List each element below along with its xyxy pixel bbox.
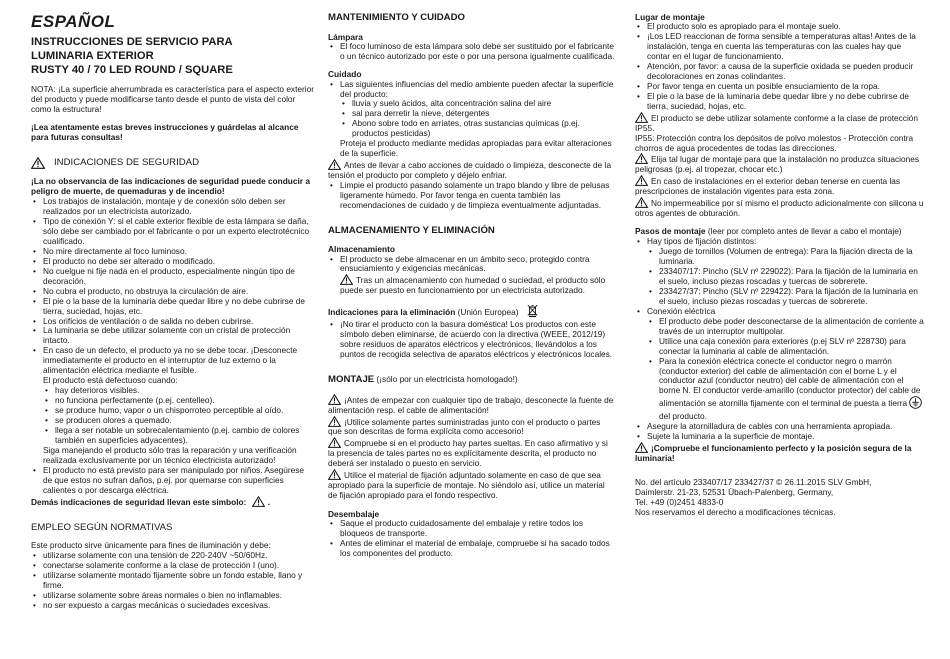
- warning-triangle-icon: [635, 153, 648, 164]
- list-item: • No cubra el producto, no obstruya la circulación de aire.: [31, 287, 315, 297]
- list-item: • lluvia y suelo ácidos, alta concentración salina del aire: [340, 99, 616, 109]
- list-item: • sal para derretir la nieve, detergentes: [340, 109, 616, 119]
- list-item: • Antes de eliminar el material de embalaje, compruebe si ha sacado todos los componentes del producto.: [328, 539, 616, 559]
- list-item: • Limpie el producto pasando solamente un trapo blando y libre de pelusas ligeramente húmedo. Por favor tenga en cuenta también las recomendaciones de cuidado y de limpieza eventualmente adjuntadas.: [328, 181, 616, 211]
- mounting-heading-text: MONTAJE: [328, 374, 375, 386]
- storage-heading: Almacenamiento: [328, 244, 396, 255]
- list-item: • El producto solo es apropiado para el montaje suelo.: [635, 22, 925, 32]
- list-item: • utilizarse solamente montado fijamente sobre un fondo estable, llano y firme.: [31, 571, 315, 591]
- list-item: • El foco luminoso de esta lámpara solo debe ser sustituido por el fabricante o un técnico autorizado por este o por una persona igualmente cualificada.: [328, 42, 616, 62]
- list-item: • La luminaria se debe utilizar solamente con un cristal de protección intacto.: [31, 326, 315, 346]
- mount-location-heading: Lugar de montaje: [635, 12, 705, 22]
- warning-triangle-icon: [635, 175, 648, 186]
- lamp-list: [328, 42, 616, 62]
- ip55-warning-text: El producto se debe utilizar solamente conforme a la clase de protección IP55.: [635, 112, 919, 133]
- doc-title-line-2: LUMINARIA EXTERIOR: [31, 50, 154, 63]
- earth-ground-icon: [909, 396, 922, 412]
- crossed-bin-icon: [527, 304, 538, 320]
- disposal-heading: [328, 304, 616, 320]
- safety-list: [31, 197, 315, 376]
- disposal-heading-text: Indicaciones para la eliminación: [328, 307, 456, 318]
- storage-warning: [328, 274, 616, 296]
- list-item: • utilizarse solamente sobre áreas normales o bien no inflamables.: [31, 591, 315, 601]
- unpacking-list: [328, 519, 616, 559]
- outdoor-warning: [635, 175, 925, 197]
- care-warning: [328, 159, 616, 181]
- care-list: [328, 80, 616, 100]
- list-item: • se produce humo, vapor o un chisporroteo perceptible al oído.: [43, 406, 315, 416]
- list-item: • Asegure la atornilladura de cables con una herramienta apropiada.: [635, 422, 925, 432]
- ip55-description: IP55: Protección contra los depósitos de polvo molestos - Protección contra chorros de agua procedentes de todas las direcciones.: [635, 132, 914, 153]
- warning-triangle-icon: [252, 496, 265, 507]
- function-check: [635, 442, 925, 464]
- care-sub-list: [340, 99, 616, 139]
- care-protect: Proteja el producto mediante medidas apropiadas para evitar alteraciones de la superficie.: [340, 138, 612, 159]
- list-item: • No mire directamente al foco luminoso.: [31, 247, 315, 257]
- mounting-warning: [328, 394, 616, 416]
- list-item: • Atención, por favor: a causa de la superficie oxidada se pueden producir decoloraciones en zonas colindantes.: [635, 62, 925, 82]
- care-clean-list: [328, 181, 616, 211]
- list-item: • No cuelgue ni fije nada en el producto, especialmente ningún tipo de decoración.: [31, 267, 315, 287]
- list-item: • Por favor tenga en cuenta un posible ensuciamiento de la ropa.: [635, 82, 925, 92]
- list-item: • Saque el producto cuidadosamente del embalaje y retire todos los bloqueos de transporte.: [328, 519, 616, 539]
- note-paragraph: NOTA: ¡La superficie aherrumbrada es característica para el aspecto exterior del producto y puede modificarse tanto desde el punto de vista del color como la estructura!: [31, 84, 314, 115]
- seal-warning-text: No impermeabilice por sí mismo el producto adicionalmente con silicona u otros agentes de obturación.: [635, 198, 924, 219]
- list-item: • utilizarse solamente con una tensión de 220-240V ~50/60Hz.: [31, 551, 315, 561]
- list-item: • 233427/37: Pincho (SLV nº 229422): Para la fijación de la luminaria en el suelo, incluso piezas roscadas y tuercas de sobrerete.: [647, 287, 925, 307]
- mounting-heading-note: (¡sólo por un electricista homologado!): [376, 374, 518, 385]
- warning-triangle-icon: [31, 157, 45, 169]
- list-item: • Juego de tornillos (Volumen de entrega): Para la fijación directa de la luminaria.: [647, 247, 925, 267]
- warning-triangle-icon: [635, 197, 648, 208]
- wiring-text: Para la conexión eléctrica conecte el conductor negro o marrón (conductor exterior) del cable de alimentación con el borne L y el conductor azul (conductor neutro) del cable de alimentación con el borne N. El conductor verde-amarillo (conductor protector) del cable de alimentación se atornilla fijamente con el terminal de puesta a tierra: [659, 355, 921, 409]
- list-item: • Utilice una caja conexión para exteriores (p.ej SLV nº 228730) para conectar la luminaria al cable de alimentación.: [647, 337, 925, 357]
- list-item: • no ser expuesto a cargas mecánicas o suciedades excesivas.: [31, 601, 315, 611]
- list-item: • El pie o la base de la luminaria debe quedar libre y no debe cubrirse de tierra, suciedad, hojas, etc.: [635, 92, 925, 112]
- list-item: • llega a ser notable un sobrecalentamiento (p.ej. cambio de colores también en superficies adyacentes).: [43, 426, 315, 446]
- storage-warning-text: Tras un almacenamiento con humedad o suciedad, el producto sólo puede ser puesto en funcionamiento por un electricista autorizado.: [340, 275, 606, 296]
- column-3: [635, 12, 925, 518]
- wiring-text-end: del producto.: [659, 411, 707, 422]
- connection-sub-list: [647, 317, 925, 423]
- warning-triangle-icon: [328, 469, 341, 480]
- safety-heading: [31, 157, 315, 169]
- warning-triangle-icon: [328, 437, 341, 448]
- rights-note: Nos reservamos el derecho a modificaciones técnicas.: [635, 506, 836, 517]
- place-warning-text: Elija tal lugar de montaje para que la instalación no produzca situaciones peligrosas (p.ej. al tropezar, chocar etc.): [635, 154, 919, 175]
- steps-heading-note: (leer por completo antes de llevar a cabo el montaje): [707, 226, 902, 237]
- warning-triangle-icon: [328, 394, 341, 405]
- list-item: • Hay tipos de fijación distintos:: [635, 237, 925, 247]
- list-item: • Abono sobre todo en arriates, otras sustancias químicas (p.ej. productos pesticidas): [340, 119, 616, 139]
- storage-list: [328, 255, 616, 275]
- read-carefully-paragraph: ¡Lea atentamente estas breves instrucciones y guárdelas al alcance para futuras consultas!: [31, 122, 299, 143]
- mounting-warning-text: ¡Utilice solamente partes suministradas junto con el producto o partes que son descritas de forma explícita como accesorio!: [328, 416, 601, 437]
- list-item: • se producen olores a quemado.: [43, 416, 315, 426]
- column-1: [31, 12, 315, 611]
- safety-list-tail: [31, 466, 315, 496]
- list-item: • 233407/17: Pincho (SLV nº 229022): Para la fijación de la luminaria en el suelo, incluso piezas roscadas y tuercas de sobrerete.: [647, 267, 925, 287]
- list-item: • El pie o la base de la luminaria debe quedar libre y no debe cubrirse de tierra, suciedad, hojas, etc.: [31, 297, 315, 317]
- proper-use-heading: EMPLEO SEGÚN NORMATIVAS: [31, 521, 173, 533]
- warning-triangle-icon: [635, 442, 648, 453]
- steps-tail-list: [635, 422, 925, 442]
- copyright: © 26.11.2015 SLV GmbH,: [776, 477, 872, 488]
- list-item: • Sujete la luminaria a la superficie de montaje.: [635, 432, 925, 442]
- symbol-note-text: Demás indicaciones de seguridad llevan este simbolo:: [31, 496, 247, 507]
- mounting-warning-text: ¡Antes de empezar con cualquier tipo de trabajo, desconecte la fuente de alimentación resp. el cable de alimentación!: [328, 394, 614, 415]
- seal-warning: [635, 197, 925, 219]
- maintenance-heading: MANTENIMIENTO Y CUIDADO: [328, 12, 465, 23]
- language-heading: ESPAÑOL: [31, 12, 116, 31]
- list-item: • hay deterioros visibles.: [43, 386, 315, 396]
- mounting-warning-text: Utilice el material de fijación adjuntado solamente en caso de que sea apropiado para la superficie de montaje. No siéndolo así, utilice un material de fijación apropiado para el fondo respectivo.: [328, 470, 605, 501]
- list-item: • ¡No tirar el producto con la basura doméstica! Los productos con este símbolo deben eliminarse, de acuerdo con la directiva (WEEE, 2012/19) sobre residuos de aparatos eléctricos y electrónicos, llevándolos a los puntos de recogida selectiva de aparatos eléctricos y electrónicos locales.: [328, 320, 616, 360]
- address: Daimlerstr. 21-23, 52531 Übach-Palenberg, Germany,: [635, 487, 834, 498]
- list-item: [647, 357, 925, 423]
- mounting-warning: [328, 469, 616, 501]
- care-warning-text: Antes de llevar a cabo acciones de cuidado o limpieza, desconecte de la tensión el producto por completo y déjelo enfriar.: [328, 160, 612, 181]
- disposal-list: [328, 320, 616, 360]
- column-2: [328, 12, 616, 559]
- safety-intro: ¡La no observancia de las indicaciones de seguridad puede conducir a peligro de muerte, de quemaduras y de incendio!: [31, 176, 310, 197]
- warning-triangle-icon: [328, 159, 341, 170]
- warning-triangle-icon: [340, 274, 353, 285]
- list-item: • El producto no está previsto para ser manipulado por niños. Asegúrese de que estos no sufran daños, p.ej. por quemarse con superficies calientes o por descarga eléctrica.: [31, 466, 315, 496]
- mounting-warning-text: Compruebe si en el producto hay partes sueltas. En caso afirmativo y si la presencia de tales partes no es explícitamente descrita, el producto no deberá ser instalado o puesto en servicio.: [328, 438, 608, 469]
- lamp-heading: Lámpara: [328, 31, 363, 42]
- outdoor-warning-text: En caso de instalaciones en el exterior deban tenerse en cuenta las prescripciones de instalación vigentes para esta zona.: [635, 176, 901, 197]
- proper-use-list: [31, 551, 315, 611]
- safety-heading-text: INDICACIONES DE SEGURIDAD: [54, 157, 199, 169]
- function-check-text: ¡Compruebe el funcionamiento perfecto y la posición segura de la luminaria!: [635, 443, 912, 464]
- defect-list: [43, 386, 315, 446]
- list-item: • Los trabajos de instalación, montaje y de conexión sólo deben ser realizados por un electricista autorizado.: [31, 197, 315, 217]
- doc-title-line-3: RUSTY 40 / 70 LED ROUND / SQUARE: [31, 64, 233, 77]
- symbol-note: Demás indicaciones de seguridad llevan este simbolo: .: [31, 496, 270, 507]
- warning-triangle-icon: [635, 112, 648, 123]
- defect-outro: Siga manejando el producto sólo tras la reparación y una verificación realizada exclusivamente por un técnico electricista autorizado!: [43, 444, 297, 465]
- warning-triangle-icon: [328, 416, 341, 427]
- defect-intro: El producto está defectuoso cuando:: [43, 375, 178, 386]
- list-item: • El producto se debe almacenar en un ámbito seco, protegido contra ensuciamiento y exigencias mecánicas.: [328, 255, 616, 275]
- telephone: Tel. +49 (0)2451 4833-0: [635, 497, 724, 508]
- list-item: • El producto no debe ser alterado o modificado.: [31, 257, 315, 267]
- place-warning: [635, 153, 925, 175]
- ip55-warning: [635, 112, 925, 134]
- list-item: • El producto debe poder desconectarse de la alimentación de corriente a través de un interruptor multipolar.: [647, 317, 925, 337]
- fixing-types-list: [647, 247, 925, 307]
- list-item: • Tipo de conexión Y: si el cable exterior flexible de esta lámpara se daña, sólo debe ser cambiado por el fabricante o por un experto electrotécnico cualificado.: [31, 217, 315, 247]
- list-item: • no funciona perfectamente (p.ej. centelleo).: [43, 396, 315, 406]
- disposal-heading-region: (Unión Europea): [457, 307, 519, 318]
- list-item: • conectarse solamente conforme a la clase de protección I (uno).: [31, 561, 315, 571]
- mounting-warning: [328, 416, 616, 438]
- mounting-heading: [328, 374, 616, 386]
- list-item: • Conexión eléctrica: [635, 307, 925, 317]
- doc-title-line-1: INSTRUCCIONES DE SERVICIO PARA: [31, 36, 233, 49]
- proper-use-intro: Este producto sirve únicamente para fines de iluminación y debe:: [31, 540, 271, 551]
- unpacking-heading: Desembalaje: [328, 509, 380, 520]
- list-item: • En caso de un defecto, el producto ya no se debe tocar. ¡Desconecte inmediatamente el producto en el interruptor de luz externo o la alimentación eléctrica mediante el fusible.: [31, 346, 315, 376]
- steps-heading-text: Pasos de montaje: [635, 226, 706, 237]
- article-number: No. del artículo 233407/17 233427/37: [635, 477, 774, 488]
- mount-location-list: [635, 22, 925, 112]
- list-item: • Los orificios de ventilación o de salida no deben cubrirse.: [31, 317, 315, 327]
- list-item: • Las siguientes influencias del medio ambiente pueden afectar la superficie del producto:: [328, 80, 616, 100]
- mounting-warning: [328, 437, 616, 469]
- list-item: • ¡Los LED reaccionan de forma sensible a temperaturas altas! Antes de la instalación, tenga en cuenta las temperaturas con las cuales hay que contar en el lugar de funcionamiento.: [635, 32, 925, 62]
- storage-disposal-heading: ALMACENAMIENTO Y ELIMINACIÓN: [328, 224, 495, 236]
- care-heading: Cuidado: [328, 69, 362, 80]
